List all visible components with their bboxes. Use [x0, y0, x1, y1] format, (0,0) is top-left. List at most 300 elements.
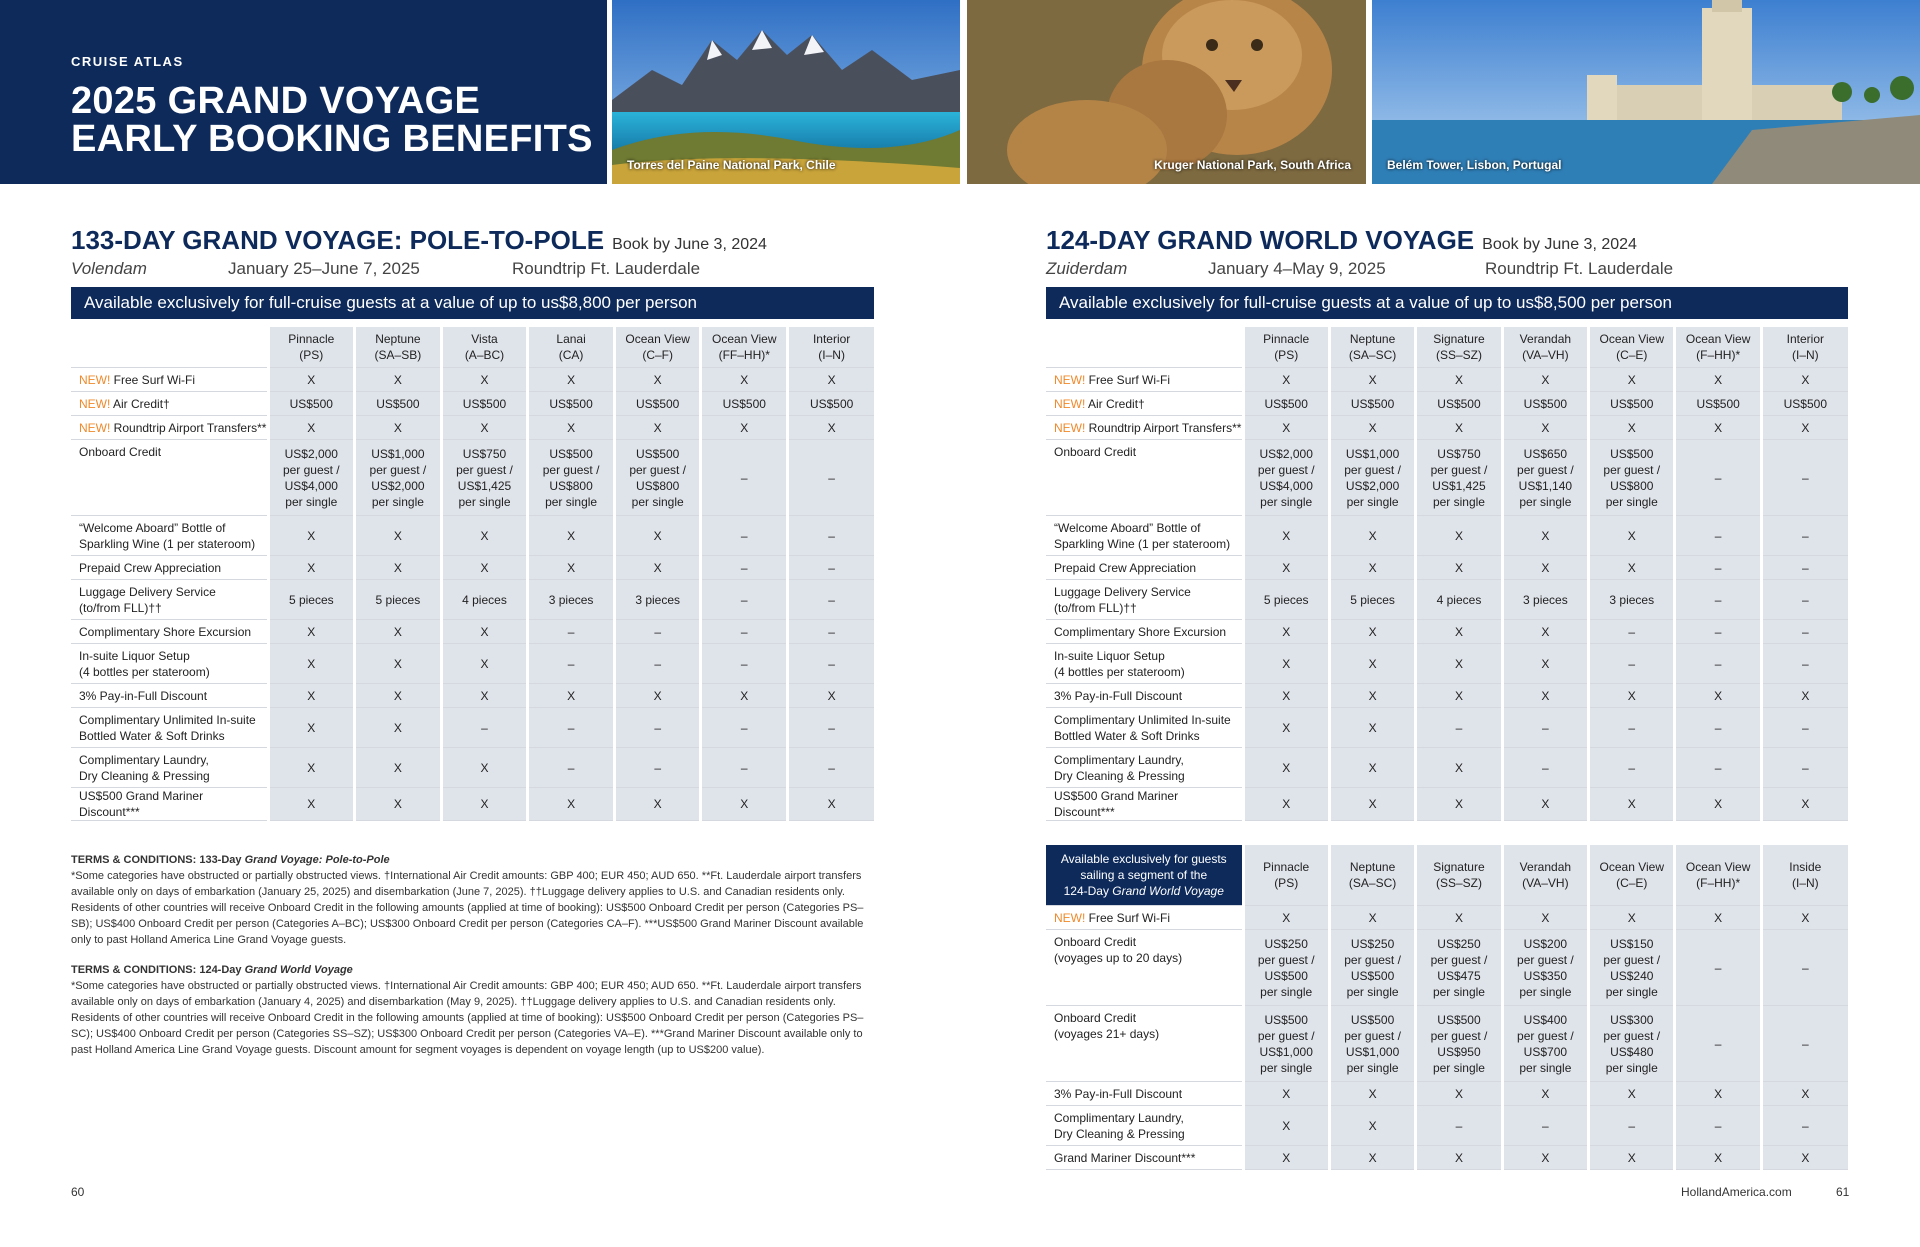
table-cell: X: [1416, 684, 1502, 708]
table-cell: US$150 per guest / US$240 per single: [1589, 930, 1675, 1006]
row-label: [1046, 556, 1243, 580]
photo-belem-tower: [1372, 0, 1920, 184]
header-corner: [1046, 327, 1243, 368]
table-cell: X: [1761, 684, 1847, 708]
table-cell: X: [355, 684, 442, 708]
row-label: [71, 516, 268, 556]
table-cell: X: [1502, 1082, 1588, 1106]
row-label-text: Roundtrip Airport Transfers**: [1085, 420, 1242, 435]
new-badge: NEW!: [1054, 910, 1086, 925]
photo-caption: Kruger National Park, South Africa: [1154, 158, 1351, 172]
table-cell: 5 pieces: [268, 580, 355, 620]
row-label: [1046, 516, 1243, 556]
table-cell: US$2,000 per guest / US$4,000 per single: [268, 440, 355, 516]
table-cell: 3 pieces: [614, 580, 701, 620]
voyage-route-left: Roundtrip Ft. Lauderdale: [512, 259, 701, 278]
table-cell: US$500 per guest / US$800 per single: [528, 440, 615, 516]
row-label-text: Complimentary Laundry, Dry Cleaning & Pressing: [1054, 1110, 1185, 1141]
table-cell: –: [1502, 748, 1588, 788]
table-cell: US$250 per guest / US$500 per single: [1329, 930, 1415, 1006]
row-label-text: Complimentary Shore Excursion: [79, 624, 252, 639]
page-number-right: 61: [1836, 1185, 1850, 1199]
table-cell: X: [1675, 788, 1761, 821]
new-badge: NEW!: [1054, 396, 1086, 411]
column-header: Pinnacle (PS): [268, 327, 355, 368]
table-cell: –: [788, 580, 875, 620]
table-cell: X: [1243, 788, 1329, 821]
table-cell: –: [701, 580, 788, 620]
table-cell: US$500: [1589, 392, 1675, 416]
table-cell: X: [1761, 788, 1847, 821]
row-label: [1046, 748, 1243, 788]
table-cell: X: [528, 416, 615, 440]
row-label: [1046, 368, 1243, 392]
table-cell: X: [441, 556, 528, 580]
table-cell: –: [788, 620, 875, 644]
website-url[interactable]: HollandAmerica.com: [1681, 1185, 1792, 1199]
table-cell: US$500 per guest / US$1,000 per single: [1243, 1006, 1329, 1082]
row-label: [1046, 440, 1243, 516]
table-row: [1046, 644, 1848, 684]
table-row: [71, 416, 874, 440]
table-cell: X: [1329, 1146, 1415, 1170]
row-label-text: Complimentary Unlimited In-suite Bottled Water & Soft Drinks: [1054, 712, 1231, 743]
table-cell: X: [1589, 368, 1675, 392]
table-cell: US$250 per guest / US$500 per single: [1243, 930, 1329, 1006]
table-cell: US$200 per guest / US$350 per single: [1502, 930, 1588, 1006]
table-cell: –: [528, 644, 615, 684]
table-cell: X: [1502, 1146, 1588, 1170]
table-cell: –: [701, 556, 788, 580]
table-cell: US$500: [355, 392, 442, 416]
table-cell: X: [355, 416, 442, 440]
table-cell: X: [355, 788, 442, 821]
table-cell: X: [614, 684, 701, 708]
row-label-text: Prepaid Crew Appreciation: [79, 560, 222, 575]
table-cell: US$500: [1761, 392, 1847, 416]
table-cell: –: [701, 516, 788, 556]
table-cell: X: [441, 516, 528, 556]
table-cell: –: [528, 708, 615, 748]
table-cell: –: [614, 708, 701, 748]
table-row: [1046, 1006, 1848, 1082]
table-header-row: [1046, 845, 1848, 906]
table-cell: X: [1243, 1146, 1329, 1170]
table-row: [71, 368, 874, 392]
row-label-text: 3% Pay-in-Full Discount: [1054, 688, 1183, 703]
header-corner: [71, 327, 268, 368]
table-cell: X: [1416, 748, 1502, 788]
segment-header-italic: Grand World Voyage: [1112, 884, 1224, 898]
header-corner: [1046, 845, 1243, 906]
table-row: [71, 556, 874, 580]
table-cell: 5 pieces: [1243, 580, 1329, 620]
table-row: [1046, 906, 1848, 930]
row-label-text: 3% Pay-in-Full Discount: [79, 688, 208, 703]
table-cell: X: [614, 556, 701, 580]
section-kicker: CRUISE ATLAS: [71, 54, 184, 69]
benefits-table-right: [1046, 327, 1848, 821]
table-cell: –: [614, 748, 701, 788]
table-cell: –: [1761, 930, 1847, 1006]
voyage-route-right: Roundtrip Ft. Lauderdale: [1485, 259, 1674, 278]
table-row: [71, 788, 874, 821]
table-row: [71, 620, 874, 644]
row-label: [1046, 620, 1243, 644]
row-label: [1046, 580, 1243, 620]
table-row: [71, 644, 874, 684]
table-cell: X: [1243, 748, 1329, 788]
table-cell: X: [441, 416, 528, 440]
table-cell: –: [528, 748, 615, 788]
column-header: Ocean View (F–HH)*: [1675, 845, 1761, 906]
table-cell: US$1,000 per guest / US$2,000 per single: [355, 440, 442, 516]
table-cell: X: [1416, 368, 1502, 392]
table-cell: X: [355, 708, 442, 748]
table-cell: 5 pieces: [1329, 580, 1415, 620]
table-cell: X: [268, 684, 355, 708]
table-cell: X: [1329, 556, 1415, 580]
table-row: [1046, 516, 1848, 556]
row-label-text: 3% Pay-in-Full Discount: [1054, 1086, 1183, 1101]
table-cell: X: [268, 516, 355, 556]
table-cell: X: [528, 516, 615, 556]
table-cell: US$500: [1243, 392, 1329, 416]
table-cell: X: [1502, 906, 1588, 930]
table-cell: –: [1761, 1106, 1847, 1146]
table-cell: X: [788, 684, 875, 708]
table-row: [1046, 620, 1848, 644]
table-cell: US$1,000 per guest / US$2,000 per single: [1329, 440, 1415, 516]
table-row: [71, 748, 874, 788]
voyage-dates-right: January 4–May 9, 2025: [1208, 259, 1386, 278]
table-cell: –: [1761, 440, 1847, 516]
table-row: [71, 440, 874, 516]
voyage-title-left: 133-DAY GRAND VOYAGE: POLE-TO-POLE Book by June 3, 2024: [71, 225, 767, 255]
table-cell: US$750 per guest / US$1,425 per single: [1416, 440, 1502, 516]
column-header: Ocean View (F–HH)*: [1675, 327, 1761, 368]
table-cell: US$750 per guest / US$1,425 per single: [441, 440, 528, 516]
table-cell: X: [1329, 368, 1415, 392]
table-cell: X: [1243, 556, 1329, 580]
benefits-table-left: [71, 327, 874, 821]
ship-name-left: Volendam: [71, 259, 147, 278]
column-header: Inside (I–N): [1761, 845, 1847, 906]
table-cell: X: [1243, 644, 1329, 684]
table-cell: –: [701, 440, 788, 516]
row-label: [1046, 1082, 1243, 1106]
table-row: [1046, 788, 1848, 821]
table-cell: –: [701, 644, 788, 684]
row-label-text: Luggage Delivery Service (to/from FLL)††: [1054, 584, 1191, 615]
table-cell: X: [355, 368, 442, 392]
column-header: Signature (SS–SZ): [1416, 845, 1502, 906]
table-cell: X: [1761, 906, 1847, 930]
table-cell: 5 pieces: [355, 580, 442, 620]
table-cell: X: [1243, 1106, 1329, 1146]
table-cell: X: [1416, 788, 1502, 821]
table-row: [1046, 684, 1848, 708]
table-cell: X: [1675, 1146, 1761, 1170]
new-badge: NEW!: [79, 396, 111, 411]
table-row: [1046, 1082, 1848, 1106]
terms-133: TERMS & CONDITIONS: 133-Day Grand Voyage: Pole-to-Pole *Some categories have obstructed or partially obstructed views. †International Air Credit amounts: GBP 400; EUR 450; AUD 650. **Ft. Lauderdale airport transfers available only on days of embarkation (January 25, 2025) and disembarkation (June 7, 2025). ††Luggage delivery applies to U.S. and Canadian residents only. Residents of other countries will receive Onboard Credit in the following amounts (applied at time of booking): US$500 Onboard Credit per person (Categories PS–SB); US$400 Onboard Credit per person (Categories A–BC); US$300 Onboard Credit per person (Categories CA–F). ***US$500 Grand Mariner Discount available only to past Holland America Line Grand Voyage guests.: [71, 854, 864, 946]
table-cell: –: [1675, 516, 1761, 556]
table-cell: X: [528, 788, 615, 821]
terms-block: [71, 852, 874, 1058]
column-header: Vista (A–BC): [441, 327, 528, 368]
table-row: [1046, 580, 1848, 620]
table-cell: X: [441, 644, 528, 684]
row-label: [1046, 684, 1243, 708]
row-label-text: Free Surf Wi-Fi: [1085, 910, 1171, 925]
table-cell: X: [268, 416, 355, 440]
row-label-text: “Welcome Aboard” Bottle of Sparkling Wine (1 per stateroom): [1054, 520, 1231, 551]
table-cell: X: [268, 748, 355, 788]
table-cell: X: [1329, 516, 1415, 556]
table-cell: US$500: [1416, 392, 1502, 416]
benefits-grid: [1046, 845, 1848, 1170]
table-cell: –: [788, 748, 875, 788]
table-cell: X: [1416, 906, 1502, 930]
table-row: [1046, 1146, 1848, 1170]
table-cell: X: [1761, 368, 1847, 392]
column-header: Neptune (SA–SB): [355, 327, 442, 368]
segment-benefits-table: [1046, 845, 1848, 1170]
row-label: [71, 684, 268, 708]
table-cell: X: [788, 368, 875, 392]
table-cell: –: [1502, 1106, 1588, 1146]
benefit-banner-left: Available exclusively for full-cruise guests at a value of up to us$8,800 per person: [71, 287, 874, 319]
photo-torres-del-paine: [612, 0, 960, 184]
table-cell: –: [788, 644, 875, 684]
table-cell: X: [1675, 416, 1761, 440]
table-cell: X: [268, 644, 355, 684]
photo-caption: Torres del Paine National Park, Chile: [627, 158, 836, 172]
column-header: Verandah (VA–VH): [1502, 327, 1588, 368]
table-cell: X: [1416, 556, 1502, 580]
table-cell: X: [1502, 620, 1588, 644]
table-cell: X: [701, 684, 788, 708]
row-label: [71, 556, 268, 580]
row-label-text: Luggage Delivery Service (to/from FLL)††: [79, 584, 216, 615]
table-cell: –: [1761, 1006, 1847, 1082]
row-label: [1046, 416, 1243, 440]
table-header-row: [1046, 327, 1848, 368]
table-cell: –: [528, 620, 615, 644]
row-label: [71, 748, 268, 788]
table-cell: X: [268, 368, 355, 392]
table-cell: X: [1675, 684, 1761, 708]
table-cell: US$500: [788, 392, 875, 416]
row-label: [71, 368, 268, 392]
table-cell: –: [1416, 1106, 1502, 1146]
table-cell: –: [701, 620, 788, 644]
row-label: [71, 644, 268, 684]
table-cell: X: [268, 708, 355, 748]
table-cell: –: [1675, 644, 1761, 684]
table-cell: –: [1502, 708, 1588, 748]
table-row: [71, 708, 874, 748]
table-cell: US$500: [1329, 392, 1415, 416]
table-cell: X: [1589, 516, 1675, 556]
row-label-text: Free Surf Wi-Fi: [1085, 372, 1171, 387]
row-label-text: Air Credit†: [1085, 396, 1145, 411]
row-label-text: Complimentary Unlimited In-suite Bottled Water & Soft Drinks: [79, 712, 256, 743]
table-cell: X: [1329, 620, 1415, 644]
table-cell: X: [1243, 1082, 1329, 1106]
table-cell: X: [1416, 516, 1502, 556]
table-cell: –: [1761, 708, 1847, 748]
table-row: [1046, 748, 1848, 788]
table-cell: X: [1589, 556, 1675, 580]
row-label-text: Onboard Credit (voyages 21+ days): [1054, 1011, 1160, 1041]
table-cell: X: [1502, 684, 1588, 708]
table-cell: X: [268, 556, 355, 580]
column-header: Interior (I–N): [788, 327, 875, 368]
table-cell: 4 pieces: [1416, 580, 1502, 620]
table-cell: X: [1416, 644, 1502, 684]
table-cell: X: [1243, 368, 1329, 392]
table-cell: X: [1589, 416, 1675, 440]
table-cell: X: [441, 748, 528, 788]
new-badge: NEW!: [1054, 420, 1086, 435]
table-cell: –: [1589, 708, 1675, 748]
row-label: [71, 580, 268, 620]
row-label: [71, 788, 268, 821]
table-cell: X: [1502, 416, 1588, 440]
table-cell: X: [1329, 1082, 1415, 1106]
row-label: [1046, 644, 1243, 684]
table-row: [71, 516, 874, 556]
table-cell: X: [1675, 368, 1761, 392]
table-cell: US$500: [268, 392, 355, 416]
table-cell: US$500 per guest / US$1,000 per single: [1329, 1006, 1415, 1082]
table-cell: –: [1761, 644, 1847, 684]
table-cell: –: [1675, 708, 1761, 748]
table-cell: X: [1502, 556, 1588, 580]
table-cell: X: [1675, 906, 1761, 930]
column-header: Ocean View (FF–HH)*: [701, 327, 788, 368]
table-cell: US$500 per guest / US$950 per single: [1416, 1006, 1502, 1082]
table-cell: –: [1675, 620, 1761, 644]
table-cell: X: [528, 556, 615, 580]
table-cell: –: [1761, 748, 1847, 788]
table-cell: X: [1329, 644, 1415, 684]
voyage-title-right: 124-DAY GRAND WORLD VOYAGE Book by June 3, 2024: [1046, 225, 1637, 255]
benefits-grid: [71, 327, 874, 821]
table-cell: X: [1416, 1082, 1502, 1106]
table-cell: X: [441, 788, 528, 821]
row-label-text: Complimentary Laundry, Dry Cleaning & Pressing: [1054, 752, 1185, 783]
ship-name-right: Zuiderdam: [1046, 259, 1128, 278]
row-label: [1046, 906, 1243, 930]
table-cell: X: [528, 684, 615, 708]
table-cell: X: [268, 788, 355, 821]
table-cell: US$500 per guest / US$800 per single: [614, 440, 701, 516]
table-row: [71, 392, 874, 416]
row-label: [1046, 930, 1243, 1006]
table-cell: X: [1329, 708, 1415, 748]
table-cell: US$500: [528, 392, 615, 416]
table-cell: –: [614, 644, 701, 684]
table-cell: X: [268, 620, 355, 644]
row-label-text: Onboard Credit (voyages up to 20 days): [1054, 935, 1183, 965]
table-cell: X: [1761, 1082, 1847, 1106]
table-cell: 4 pieces: [441, 580, 528, 620]
table-cell: X: [1675, 1082, 1761, 1106]
table-cell: X: [1502, 516, 1588, 556]
row-label-text: “Welcome Aboard” Bottle of Sparkling Wine (1 per stateroom): [79, 520, 256, 551]
table-row: [1046, 556, 1848, 580]
table-cell: –: [1675, 748, 1761, 788]
table-cell: X: [1243, 906, 1329, 930]
table-row: [71, 684, 874, 708]
table-cell: –: [1589, 644, 1675, 684]
row-label: [1046, 1006, 1243, 1082]
new-badge: NEW!: [79, 372, 111, 387]
table-cell: X: [1761, 416, 1847, 440]
table-cell: –: [701, 708, 788, 748]
column-header: Ocean View (C–F): [614, 327, 701, 368]
table-cell: US$2,000 per guest / US$4,000 per single: [1243, 440, 1329, 516]
table-row: [1046, 392, 1848, 416]
table-cell: X: [1329, 416, 1415, 440]
table-cell: X: [701, 788, 788, 821]
table-cell: X: [614, 416, 701, 440]
table-row: [71, 580, 874, 620]
table-cell: –: [1675, 556, 1761, 580]
table-cell: X: [1589, 1082, 1675, 1106]
table-cell: US$500: [614, 392, 701, 416]
table-cell: –: [1675, 1106, 1761, 1146]
column-header: Neptune (SA–SC): [1329, 327, 1415, 368]
photo-kruger-lions: [967, 0, 1366, 184]
benefit-banner-right: Available exclusively for full-cruise guests at a value of up to us$8,500 per person: [1046, 287, 1848, 319]
row-label-text: Complimentary Shore Excursion: [1054, 624, 1227, 639]
table-cell: –: [441, 708, 528, 748]
table-cell: –: [701, 748, 788, 788]
column-header: Signature (SS–SZ): [1416, 327, 1502, 368]
table-cell: X: [441, 368, 528, 392]
table-cell: X: [701, 368, 788, 392]
table-cell: X: [1329, 748, 1415, 788]
table-cell: –: [1675, 930, 1761, 1006]
row-label: [1046, 1106, 1243, 1146]
table-cell: X: [701, 416, 788, 440]
table-cell: X: [614, 368, 701, 392]
table-cell: US$500 per guest / US$800 per single: [1589, 440, 1675, 516]
row-label-text: Onboard Credit: [79, 445, 162, 459]
table-cell: 3 pieces: [1502, 580, 1588, 620]
table-cell: X: [1243, 516, 1329, 556]
table-cell: X: [1416, 620, 1502, 644]
table-cell: X: [1589, 906, 1675, 930]
table-header-row: [71, 327, 874, 368]
row-label-text: Free Surf Wi-Fi: [110, 372, 196, 387]
table-cell: –: [788, 708, 875, 748]
table-cell: –: [1675, 440, 1761, 516]
row-label: [71, 440, 268, 516]
table-cell: US$300 per guest / US$480 per single: [1589, 1006, 1675, 1082]
row-label: [71, 416, 268, 440]
row-label-text: Air Credit†: [110, 396, 170, 411]
column-header: Pinnacle (PS): [1243, 845, 1329, 906]
table-cell: X: [355, 516, 442, 556]
table-cell: X: [788, 788, 875, 821]
table-cell: X: [1329, 788, 1415, 821]
table-cell: X: [1502, 788, 1588, 821]
